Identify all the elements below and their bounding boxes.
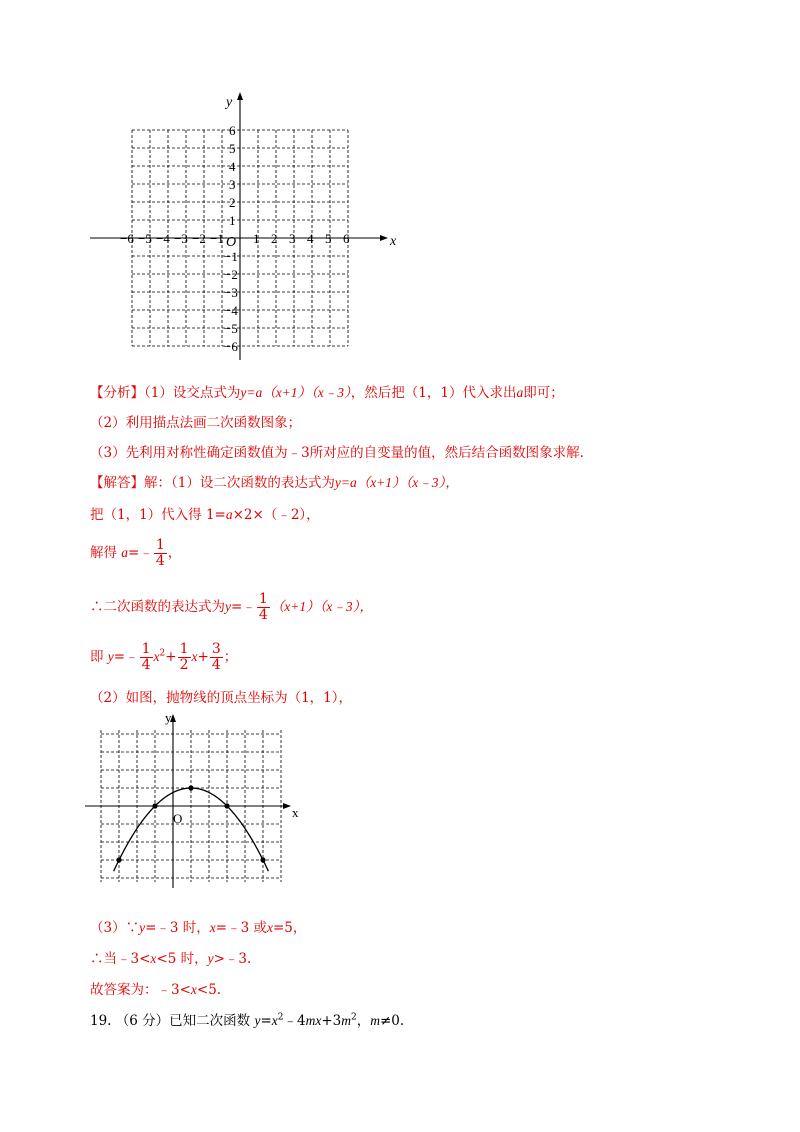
solution-line-4: ∴二次函数的表达式为y=﹣ $\frac{1}{4}$ （x+1）（x﹣3），: [90, 591, 373, 623]
x-tick-label: 2: [271, 231, 278, 246]
x-tick-label: 1: [253, 231, 260, 246]
origin-label: O: [173, 811, 183, 826]
plot-point: [116, 857, 121, 862]
axes: [90, 92, 388, 360]
y-axis-label: y: [165, 710, 172, 725]
axes: [85, 714, 291, 888]
analysis-line-3: （3）先利用对称性确定函数值为﹣3所对应的自变量的值，然后结合函数图象求解.: [90, 445, 584, 461]
x-axis-arrow: [283, 803, 291, 809]
solution-tag: 【解答】: [90, 475, 144, 491]
y-tick-label: −4: [224, 303, 238, 318]
y-tick-label: −1: [224, 249, 238, 264]
plot-point: [260, 857, 265, 862]
parabola-graph: [80, 710, 320, 890]
x-tick-label: 3: [289, 231, 296, 246]
x-tick-label: −1: [210, 231, 224, 246]
x-axis-label: x: [292, 805, 299, 820]
coordinate-grid-blank: [80, 90, 410, 370]
solution-line-6: （2）如图，抛物线的顶点坐标为（1，1），: [90, 690, 353, 706]
x-tick-label: 5: [325, 231, 332, 246]
y-tick-label: 3: [229, 177, 236, 192]
y-tick-label: 2: [229, 195, 236, 210]
plot-point: [152, 803, 157, 808]
solution-line-1: 【解答】解：（1）设二次函数的表达式为y=a（x+1）（x﹣3），: [90, 475, 459, 491]
x-tick-label: 6: [343, 231, 350, 246]
x-axis-arrow: [380, 235, 388, 241]
question-19: 19. （6 分）已知二次函数 $y=x^2﹣4mx+3m^2$，m≠0.: [90, 1012, 405, 1029]
y-tick-label: 1: [229, 213, 236, 228]
solution-line-2: 把（1，1）代入得 1=a×2×（﹣2），: [90, 507, 320, 523]
y-axis-arrow: [237, 92, 243, 100]
analysis-line-2: （2）利用描点法画二次函数图象；: [90, 415, 302, 431]
y-tick-label: −5: [224, 321, 238, 336]
question-number: 19.: [90, 1013, 112, 1029]
x-tick-label: −3: [174, 231, 188, 246]
origin-label: O: [226, 235, 237, 250]
y-tick-label: 5: [229, 141, 236, 156]
y-tick-label: −3: [224, 285, 238, 300]
x-axis-label: x: [390, 234, 397, 249]
x-tick-label: −6: [120, 231, 134, 246]
y-tick-label: 4: [229, 159, 236, 174]
y-tick-label: 6: [229, 123, 236, 138]
analysis-line-1: 【分析】（1）设交点式为y=a（x+1）（x﹣3），然后把（1，1）代入求出a即可；: [90, 385, 564, 401]
solution-line-9: 故答案为：﹣3<x<5.: [90, 982, 222, 998]
y-tick-label: −2: [224, 267, 238, 282]
solution-line-7: （3）∵y=﹣3 时，x=﹣3 或x=5，: [90, 920, 307, 936]
solution-line-8: ∴当﹣3<x<5 时，y>﹣3.: [90, 951, 252, 967]
y-tick-label: −6: [224, 339, 238, 354]
x-tick-label: 4: [307, 231, 314, 246]
solution-line-5: 即 y=﹣ $\frac{1}{4}$ $x^2+$ $\frac{1}{2}$ x+ $\frac{3}{4}$ ；: [90, 641, 238, 673]
solution-line-3: 解得 a=﹣ $\frac{1}{4}$ ，: [90, 537, 182, 569]
x-tick-label: −4: [156, 231, 170, 246]
x-tick-label: −2: [192, 231, 206, 246]
plot-point: [188, 785, 193, 790]
plot-point: [224, 803, 229, 808]
x-tick-label: −5: [138, 231, 152, 246]
y-axis-label: y: [226, 95, 233, 110]
analysis-tag: 【分析】: [90, 385, 144, 401]
